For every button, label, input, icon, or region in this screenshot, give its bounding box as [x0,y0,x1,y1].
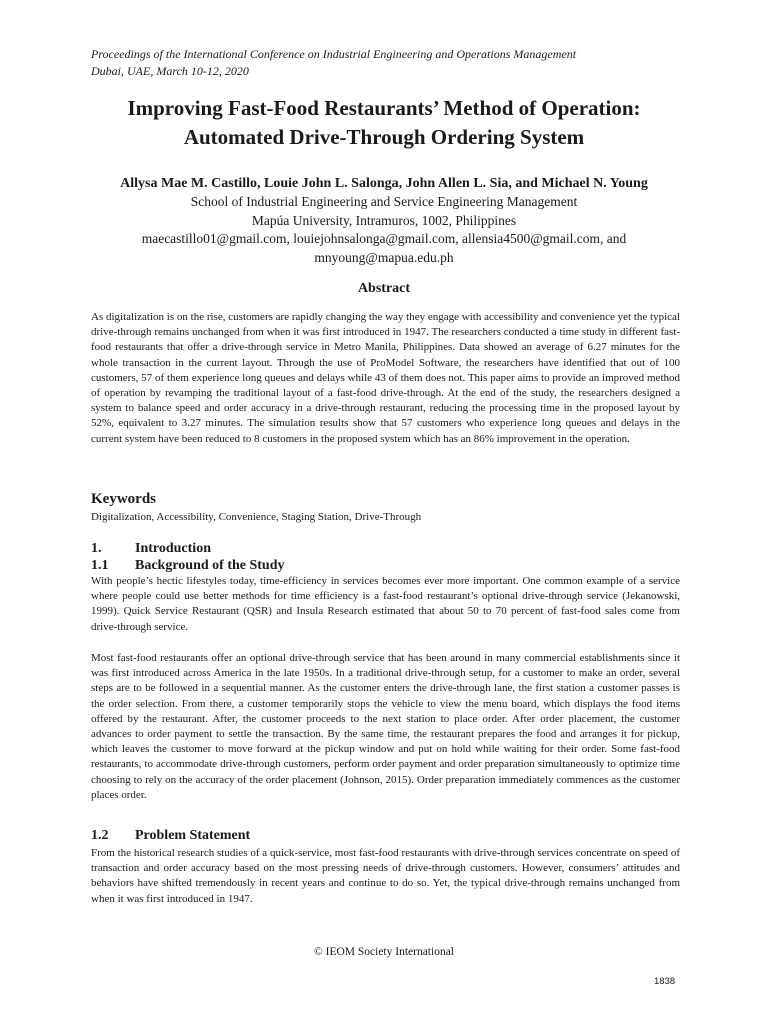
subsection-background-heading [91,558,285,574]
paragraph-background-1: With people’s hectic lifestyles today, time-efficiency in services becomes ever more important. One common example of a service where people could use better methods for time efficiency is a fast-food restaurant’s optional drive-through service (Jekanowski, 1999). Quick Service Restaurant (QSR) and Insula Research estimated that about 50 to 70 percent of fast-food sales come from drive-through service. [91,575,680,633]
keywords-heading: Keywords [91,491,156,507]
author-emails: maecastillo01@gmail.com, louiejohnsalonga@gmail.com, allensia4500@gmail.com, and [141,231,627,246]
subsection-number: 1.1 [91,558,109,573]
subsection-title: Background of the Study [135,558,285,573]
section-title: Introduction [135,541,211,556]
author-list: Allysa Mae M. Castillo, Louie John L. Salonga, John Allen L. Sia, and Michael N. Young [120,176,648,191]
author-emails-continued: mnyoung@mapua.edu.ph [314,249,454,265]
affiliation-block [40,193,728,267]
conference-header [91,46,576,80]
conference-location-date: Dubai, UAE, March 10-12, 2020 [91,64,249,78]
paper-title-line-1: Improving Fast-Food Restaurants’ Method of Operation: [127,96,641,120]
paper-title-line-2: Automated Drive-Through Ordering System [183,125,585,149]
subsection-title: Problem Statement [135,828,251,843]
section-introduction-heading [91,541,211,557]
paragraph-background-2: Most fast-food restaurants offer an optional drive-through service that has been around in many commercial establishments since it was first introduced across America in the late 1950s. In a traditional drive-through setup, for a customer to make an order, several steps are to be followed in a sequential manner. As the customer enters the drive-through lane, the first station a customer passes is the order selection. From there, a customer temporarily stops the vehicle to view the menu board, which displays the food items offered by the restaurant. After, the customer proceeds to the next station to place order. After order placement, the customer advances to order payment to settle the transaction. By the same time, the restaurant prepares the food and arranges it for pickup, which leaves the customer to move forward at the pickup window and put on hold while waiting for their order. Some fast-food restaurants, to accommodate drive-through customers, perform order payment and order preparation simultaneously to optimize time choosing to rely on the accuracy of the order placement (Johnson, 2015). Order preparation immediately commences as the customer places order. [91,652,680,801]
conference-name: Proceedings of the International Conference on Industrial Engineering and Operations Management [91,47,577,61]
page-number: 1838 [654,976,676,987]
section-number: 1. [91,541,102,556]
keywords-text: Digitalization, Accessibility, Convenience, Staging Station, Drive-Through [91,511,422,523]
abstract-heading: Abstract [357,281,411,296]
subsection-number: 1.2 [91,828,109,843]
abstract-text: As digitalization is on the rise, customers are rapidly changing the way they engage with accessibility and convenience yet the typical drive-through remains unchanged from when it was first introduced in 1947. The researchers conducted a time study in different fast-food restaurants that offer a drive-through service in Metro Manila, Philippines. Data showed an average of 6.27 minutes for the whole transaction in the current layout. Through the use of ProModel Software, the researchers have identified that out of 100 customers, 57 of them experience long queues and delays while 43 of them does not. This paper aims to provide an improved method of operation by revamping the traditional layout of a fast-food drive-through. At the end of the study, the researchers designed a system to balance speed and order accuracy in a drive-through restaurant, reducing the processing time in the proposed layout by 52%, equivalent to 3.27 minutes. The simulation results show that 57 customers who experience long queues and delays in the current system have been reduced to 8 customers in the proposed system which has an 86% improvement in the operation. [91,311,680,445]
copyright-footer: © IEOM Society International [314,946,454,958]
affiliation-school: School of Industrial Engineering and Service Engineering Management [190,194,578,209]
affiliation-university: Mapúa University, Intramuros, 1002, Philippines [251,212,517,228]
subsection-problem-heading [91,828,250,844]
paper-title [40,94,728,152]
paragraph-problem-statement: From the historical research studies of a quick-service, most fast-food restaurants with drive-through services concentrate on speed of transaction and order accuracy based on the most pressing needs of drive-through customers. However, consumers’ attitudes and behaviors have shifted tremendously in recent years and continue to do so. Yet, the typical drive-through remains unchanged from when it was first introduced in 1947. [91,847,680,905]
